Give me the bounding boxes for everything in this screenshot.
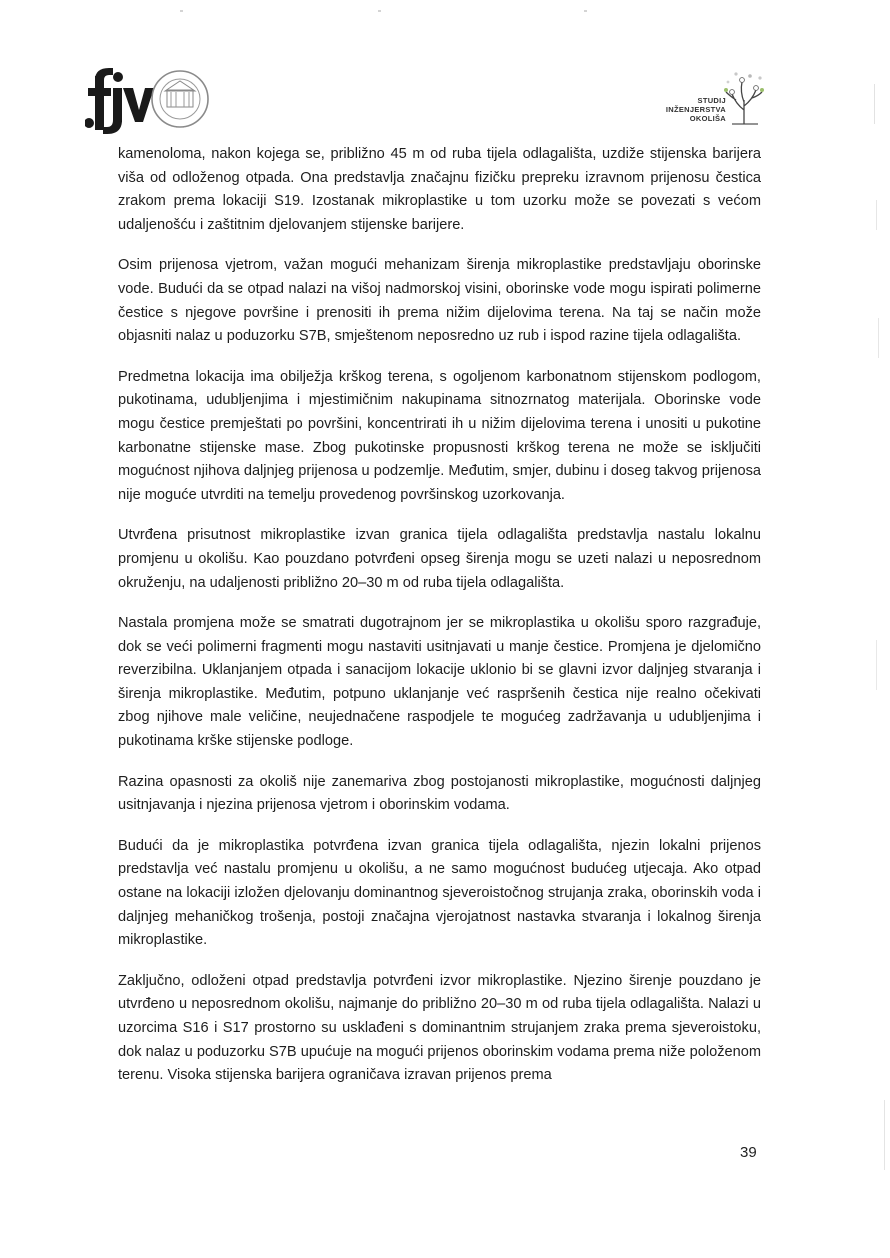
studij-logo-line-2: INŽENJERSTVA	[665, 105, 726, 114]
studij-inzenjerstva-okolisa-logo	[640, 62, 770, 132]
scan-artifact	[876, 200, 877, 230]
scan-artifact	[378, 10, 381, 12]
paragraph: Predmetna lokacija ima obilježja krškog terena, s ogoljenom karbonatnom stijenskom podlogom, pukotinama, udubljenjima i mjestimičnim nakupinama sitnozrnatog materijala. Oborinske vode mogu čestice premještati po površini, koncentrirati ih u nižim dijelovima terena i unositi u pukotine karbonatne stijenske mase. Zbog pukotinske propusnosti krškog terena ne može se isključiti mogućnost njihova daljnjeg prijenosa u podzemlje. Međutim, smjer, dubinu i doseg takvog prijenosa nije moguće utvrditi na temelju provedenog površinskog uzorkovanja.	[118, 368, 761, 503]
paragraph: Nastala promjena može se smatrati dugotrajnom jer se mikroplastika u okolišu sporo razgrađuje, dok se veći polimerni fragmenti mogu nastaviti usitnjavati u manje čestice. Promjena je djelomično reverzibilna. Uklanjanjem otpada i sanacijom lokacije uklonio bi se glavni izvor daljnjeg stvaranja i širenja mikroplastike. Međutim, potpuno uklanjanje već raspršenih čestica nije realno očekivati zbog njihove male veličine, neujednačene raspodjele te mogućeg zadržavanja u udubljenjima i pukotinama krške stijenske podloge.	[118, 615, 761, 750]
scan-artifact	[876, 640, 877, 690]
fjv-logo	[85, 62, 215, 136]
paragraph: Razina opasnosti za okoliš nije zanemariva zbog postojanosti mikroplastike, mogućnosti daljnjeg usitnjavanja i njezina prijenosa vjetrom i oborinskim vodama.	[118, 773, 761, 814]
document-body	[118, 143, 761, 1105]
studij-logo-line-3: OKOLIŠA	[689, 114, 726, 123]
scan-artifact	[884, 1100, 885, 1170]
studij-logo-text	[666, 96, 726, 123]
scan-artifact	[180, 10, 183, 12]
paragraph: Budući da je mikroplastika potvrđena izvan granica tijela odlagališta, njezin lokalni prijenos predstavlja već nastalu promjenu u okolišu, a ne samo mogućnost budućeg utjecaja. Ako otpad ostane na lokaciji izložen djelovanju dominantnog sjeveroistočnog strujanja zraka, oborinskih voda i daljnjeg mehaničkog trošenja, postoji značajna vjerojatnost nastavka stvaranja i lokalnog širenja mikroplastike.	[118, 837, 761, 949]
fjv-logo-icon	[85, 62, 215, 136]
page-header	[0, 0, 890, 140]
paragraph: kamenoloma, nakon kojega se, približno 45 m od ruba tijela odlagališta, uzdiže stijenska barijera viša od odloženog otpada. Ona predstavlja značajnu fizičku prepreku izravnom prijenosu čestica zrakom prema lokaciji S19. Izostanak mikroplastike u tom uzorku može se povezati s većom udaljenošću i zaštitnim djelovanjem stijenske barijere.	[118, 146, 761, 233]
paragraph: Osim prijenosa vjetrom, važan mogući mehanizam širenja mikroplastike predstavljaju oborinske vode. Budući da se otpad nalazi na višoj nadmorskoj visini, oborinske vode mogu ispirati polimerne čestice s njegove površine i prenositi ih prema nižim dijelovima terena. Na taj se način može objasniti nalaz u poduzorku S7B, smještenom neposredno uz rub i ispod razine tijela odlagališta.	[118, 257, 761, 345]
scan-artifact	[878, 318, 879, 358]
scan-artifact	[584, 10, 587, 12]
scan-artifact	[874, 84, 875, 124]
paragraph: Utvrđena prisutnost mikroplastike izvan granica tijela odlagališta predstavlja nastalu lokalnu promjenu u okolišu. Kao pouzdano potvrđeni opseg širenja mogu se uzeti nalazi u neposrednom okruženju, na udaljenosti približno 20–30 m od ruba tijela odlagališta.	[118, 527, 761, 591]
studij-logo-line-1: STUDIJ	[697, 96, 726, 105]
page-number: 39	[740, 1144, 757, 1161]
paragraph: Zaključno, odloženi otpad predstavlja potvrđeni izvor mikroplastike. Njezino širenje pouzdano je utvrđeno u neposrednom okolišu, najmanje do približno 20–30 m od ruba tijela odlagališta. Nalazi u uzorcima S16 i S17 prostorno su usklađeni s dominantnim strujanjem zraka prema sjeveroistoku, dok nalaz u poduzorku S7B upućuje na mogući prijenos oborinskim vodama prema niže položenom terenu. Visoka stijenska barijera ograničava izravan prijenos prema	[118, 972, 761, 1084]
